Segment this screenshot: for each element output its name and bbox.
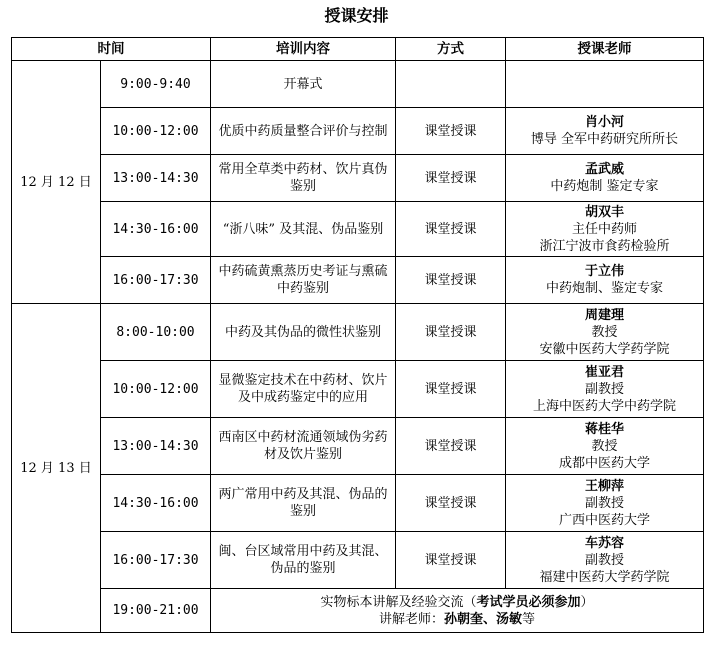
- date-day2: 12 月 13 日: [12, 304, 101, 633]
- teacher-name: 孟武威: [584, 162, 624, 177]
- table-row: [12, 361, 704, 418]
- teacher-affiliation: 成都中医药大学: [558, 455, 650, 471]
- header-time: 时间: [12, 38, 211, 61]
- content-cell: 两广常用中药及其混、伪品的鉴别: [211, 475, 396, 532]
- content-cell: 开幕式: [211, 61, 396, 108]
- teacher-cell: [506, 361, 704, 418]
- time-cell: 10:00-12:00: [101, 108, 211, 155]
- evening-desc-text: 实物标本讲解及经验交流（: [320, 594, 477, 610]
- teacher-title: 副教授: [584, 381, 624, 397]
- table-row: [12, 202, 704, 257]
- evening-lecturers: [213, 611, 701, 628]
- teacher-affiliation: 浙江宁波市食药检验所: [539, 238, 670, 254]
- time-cell: 14:30-16:00: [101, 202, 211, 257]
- teacher-name: 肖小河: [584, 115, 624, 130]
- time-cell: 13:00-14:30: [101, 155, 211, 202]
- evening-lecturers-suffix: 等: [522, 611, 536, 627]
- teacher-title: 中药炮制 鉴定专家: [550, 179, 659, 194]
- teacher-cell: [506, 202, 704, 257]
- content-cell: 中药及其伪品的微性状鉴别: [211, 304, 396, 361]
- teacher-title: 博导 全军中药研究所所长: [530, 132, 679, 147]
- time-cell: 19:00-21:00: [101, 589, 211, 633]
- teacher-cell: [506, 257, 704, 304]
- table-row: [12, 257, 704, 304]
- method-cell: 课堂授课: [396, 257, 506, 304]
- time-cell: 9:00-9:40: [101, 61, 211, 108]
- page-title: 授课安排: [324, 6, 389, 25]
- teacher-cell: [506, 304, 704, 361]
- table-row: [12, 155, 704, 202]
- teacher-name: 蒋桂华: [584, 421, 624, 437]
- header-content: 培训内容: [211, 38, 396, 61]
- schedule-table: [11, 37, 704, 633]
- time-cell: 16:00-17:30: [101, 532, 211, 589]
- evening-lecturers-names: 孙朝奎、汤敏: [443, 611, 522, 627]
- content-cell: 中药硫黄熏蒸历史考证与熏硫中药鉴别: [211, 257, 396, 304]
- table-row: [12, 108, 704, 155]
- teacher-cell: [506, 418, 704, 475]
- method-cell: [396, 61, 506, 108]
- content-cell: 西南区中药材流通领域伪劣药材及饮片鉴别: [211, 418, 396, 475]
- header-teacher: 授课老师: [506, 38, 704, 61]
- table-row: [12, 61, 704, 108]
- time-cell: 14:30-16:00: [101, 475, 211, 532]
- header-row: [12, 38, 704, 61]
- table-row: [12, 532, 704, 589]
- teacher-cell: [506, 475, 704, 532]
- teacher-name: 崔亚君: [584, 364, 624, 380]
- time-cell: 16:00-17:30: [101, 257, 211, 304]
- time-cell: 13:00-14:30: [101, 418, 211, 475]
- method-cell: 课堂授课: [396, 108, 506, 155]
- content-cell: 闽、台区域常用中药及其混、伪品的鉴别: [211, 532, 396, 589]
- method-cell: 课堂授课: [396, 304, 506, 361]
- method-cell: 课堂授课: [396, 361, 506, 418]
- teacher-affiliation: 安徽中医药大学药学院: [539, 341, 670, 357]
- teacher-cell: [506, 61, 704, 108]
- teacher-name: 王柳萍: [584, 478, 624, 494]
- evening-lecturers-label: 讲解老师：: [378, 611, 444, 627]
- teacher-cell: [506, 155, 704, 202]
- content-cell: “浙八味” 及其混、伪品鉴别: [211, 202, 396, 257]
- content-cell: 优质中药质量整合评价与控制: [211, 108, 396, 155]
- time-cell: 8:00-10:00: [101, 304, 211, 361]
- table-row: [12, 589, 704, 633]
- teacher-cell: [506, 108, 704, 155]
- table-row: [12, 418, 704, 475]
- teacher-affiliation: 上海中医药大学中药学院: [532, 398, 676, 414]
- teacher-title: 教授: [591, 438, 618, 454]
- table-row: [12, 304, 704, 361]
- evening-session-cell: [211, 589, 704, 633]
- method-cell: 课堂授课: [396, 532, 506, 589]
- method-cell: 课堂授课: [396, 475, 506, 532]
- teacher-affiliation: 福建中医药大学药学院: [539, 569, 670, 585]
- evening-description: [213, 594, 701, 611]
- teacher-title: 副教授: [584, 495, 624, 511]
- method-cell: 课堂授课: [396, 418, 506, 475]
- evening-desc-close: ）: [580, 594, 594, 610]
- evening-required-note: 考试学员必须参加: [476, 594, 581, 610]
- teacher-title: 教授: [591, 324, 618, 340]
- content-cell: 常用全草类中药材、饮片真伪鉴别: [211, 155, 396, 202]
- teacher-title: 副教授: [584, 552, 624, 568]
- date-day1: 12 月 12 日: [12, 61, 101, 304]
- teacher-affiliation: 广西中医药大学: [558, 512, 650, 528]
- teacher-title: 中药炮制、鉴定专家: [545, 281, 663, 296]
- teacher-name: 车苏容: [584, 535, 624, 551]
- teacher-title: 主任中药师: [571, 221, 637, 237]
- method-cell: 课堂授课: [396, 202, 506, 257]
- time-cell: 10:00-12:00: [101, 361, 211, 418]
- content-cell: 显微鉴定技术在中药材、饮片及中成药鉴定中的应用: [211, 361, 396, 418]
- table-row: [12, 475, 704, 532]
- teacher-name: 于立伟: [584, 264, 624, 279]
- teacher-cell: [506, 532, 704, 589]
- teacher-name: 周建理: [584, 307, 624, 323]
- teacher-name: 胡双丰: [584, 204, 624, 220]
- header-method: 方式: [396, 38, 506, 61]
- method-cell: 课堂授课: [396, 155, 506, 202]
